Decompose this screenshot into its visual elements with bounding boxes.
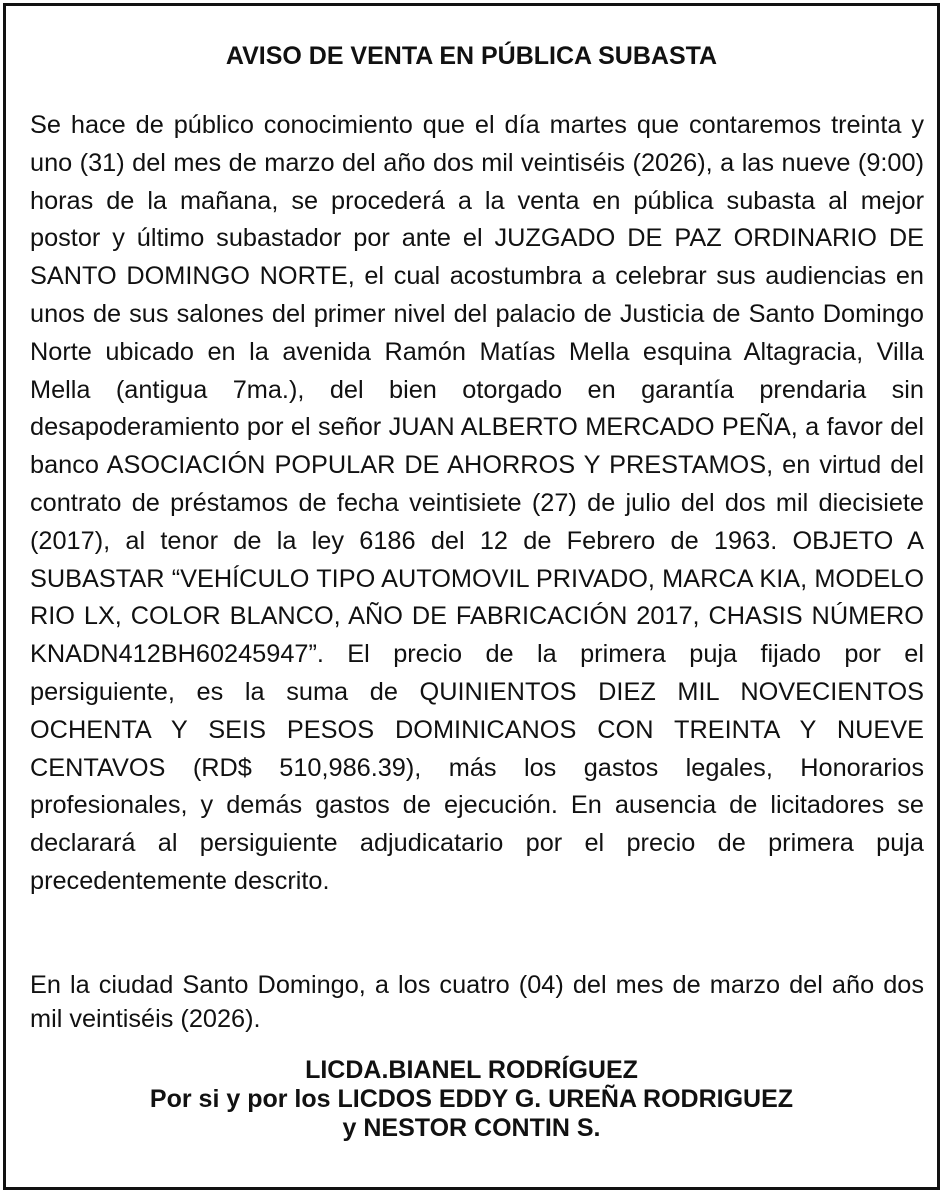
signature-line-3: y NESTOR CONTIN S.	[342, 1114, 601, 1142]
signature-name: LICDA.BIANEL RODRÍGUEZ	[305, 1056, 638, 1084]
notice-closing: En la ciudad Santo Domingo, a los cuatro (04) del mes de marzo del año dos mil veintiséis (2026).	[30, 971, 924, 1033]
notice-body: Se hace de público conocimiento que el día martes que contaremos treinta y uno (31) del mes de marzo del año dos mil veintiséis (2026), a las nueve (9:00) horas de la mañana, se procederá a la venta en pública subasta al mejor postor y último subastador por ante el JUZGADO DE PAZ ORDINARIO DE SANTO DOMINGO NORTE, el cual acostumbra a celebrar sus audiencias en unos de sus salones del primer nivel del palacio de Justicia de Santo Domingo Norte ubicado en la avenida Ramón Matías Mella esquina Altagracia, Villa Mella (antigua 7ma.), del bien otorgado en garantía prendaria sin desapoderamiento por el señor JUAN ALBERTO MERCADO PEÑA, a favor del banco ASOCIACIÓN POPULAR DE AHORROS Y PRESTAMOS, en virtud del contrato de préstamos de fecha veintisiete (27) de julio del dos mil diecisiete (2017), al tenor de la ley 6186 del 12 de Febrero de 1963. OBJETO A SUBASTAR “VEHÍCULO TIPO AUTOMOVIL PRIVADO, MARCA KIA, MODELO RIO LX, COLOR BLANCO, AÑO DE FABRICACIÓN 2017, CHASIS NÚMERO KNADN412BH60245947”. El precio de la primera puja fijado por el persiguiente, es la suma de QUINIENTOS DIEZ MIL NOVECIENTOS OCHENTA Y SEIS PESOS DOMINICANOS CON TREINTA Y NUEVE CENTAVOS (RD$ 510,986.39), más los gastos legales, Honorarios profesionales, y demás gastos de ejecución. En ausencia de licitadores se declarará al persiguiente adjudicatario por el precio de primera puja precedentemente descrito.	[30, 111, 924, 895]
notice-title: AVISO DE VENTA EN PÚBLICA SUBASTA	[225, 42, 718, 70]
signature-line-2: Por si y por los LICDOS EDDY G. UREÑA RODRIGUEZ	[149, 1085, 794, 1113]
signature-block	[6, 1056, 937, 1143]
notice-frame	[3, 3, 940, 1190]
